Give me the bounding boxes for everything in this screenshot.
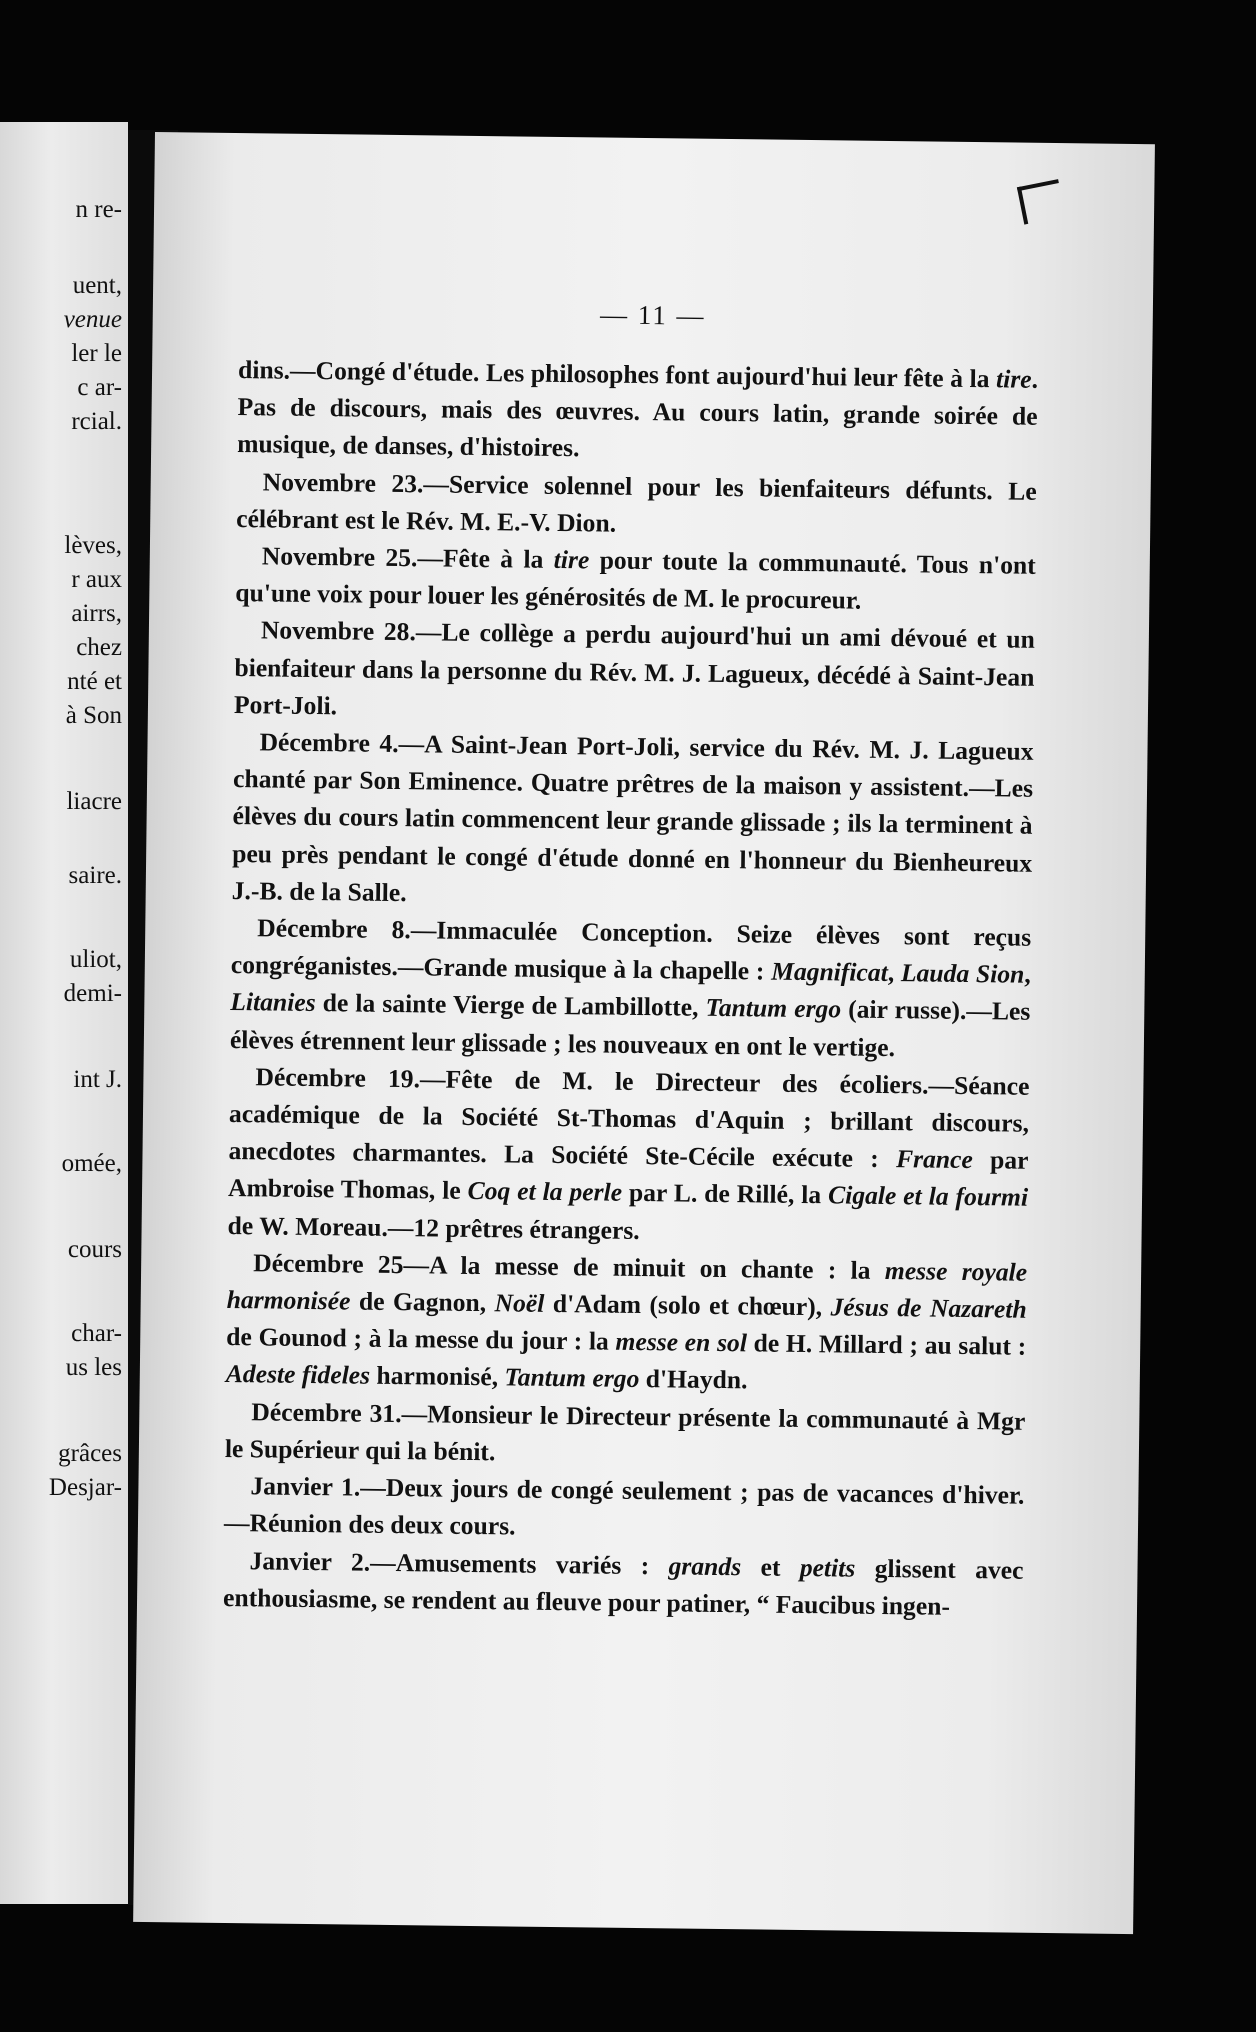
left-page-fragment: à Son xyxy=(65,702,122,729)
left-page-fragment: grâces xyxy=(58,1440,122,1467)
left-page-fragment: uent, xyxy=(72,272,122,299)
left-page-fragment: rcial. xyxy=(71,408,122,435)
left-page-fragment: ler le xyxy=(71,340,122,367)
left-page-fragment: int J. xyxy=(73,1066,122,1093)
paragraph: Janvier 2.—Amusements variés : grands et petits glissent avec enthousiasme, se rendent au fleuve pour patiner, “ Faucibus ingen- xyxy=(222,1545,1024,1621)
left-page-fragment: cours xyxy=(67,1236,122,1263)
paragraph: Décembre 8.—Immaculée Conception. Seize élèves sont reçus congréganistes.—Grande musique à la chapelle : Magnificat, Lauda Sion, Litanies de la sainte Vierge de Lambillotte, Tantum ergo (air russe).—Les élèves étrennent leur glissade ; les nouveaux en ont le vertige. xyxy=(229,913,1032,1062)
left-page-fragment: c ar- xyxy=(77,374,122,401)
paragraph: dins.—Congé d'étude. Les philosophes font aujourd'hui leur fête à la tire. Pas de discours, mais des œuvres. Au cours latin, grande soirée de musique, de danses, d'histoires. xyxy=(237,355,1039,463)
paragraph: Novembre 23.—Service solennel pour les bienfaiteurs défunts. Le célébrant est le Rév. M. E.-V. Dion. xyxy=(236,466,1037,538)
paragraph: Décembre 19.—Fête de M. le Directeur des écoliers.—Séance académique de la Société St-Thomas d'Aquin ; brillant discours, anecdotes charmantes. La Société Ste-Cécile exécute : France par Ambroise Thomas, le Coq et la perle par L. de Rillé, la Cigale et la fourmi de W. Moreau.—12 prêtres étrangers. xyxy=(227,1062,1030,1245)
paragraph: Novembre 28.—Le collège a perdu aujourd'hui un ami dévoué et un bienfaiteur dans la personne du Rév. M. J. Lagueux, décédé à Saint-Jean Port-Joli. xyxy=(233,615,1036,721)
left-page-fragment: saire. xyxy=(68,862,122,889)
left-page-fragment: omée, xyxy=(61,1150,122,1177)
page-text xyxy=(223,351,1038,1626)
left-page-fragment: n re- xyxy=(75,196,122,223)
right-page xyxy=(133,132,1155,1934)
left-page-fragment: nté et xyxy=(67,668,122,695)
paragraph: Décembre 25—A la messe de minuit on chante : la messe royale harmonisée de Gagnon, Noël d'Adam (solo et chœur), Jésus de Nazareth de Gounod ; à la messe du jour : la messe en sol de H. Millard ; au salut : Adeste fideles harmonisé, Tantum ergo d'Haydn. xyxy=(225,1248,1028,1395)
corner-mark-icon xyxy=(1017,179,1066,224)
paragraph: Novembre 25.—Fête à la tire pour toute la communauté. Tous n'ont qu'une voix pour louer les générosités de M. le procureur. xyxy=(235,541,1036,615)
paragraph: Décembre 31.—Monsieur le Directeur présente la communauté à Mgr le Supérieur qui la bénit. xyxy=(224,1396,1026,1467)
left-page-fragment: r aux xyxy=(71,566,122,593)
left-page-fragment: us les xyxy=(65,1354,122,1381)
left-page-fragment: lèves, xyxy=(64,532,122,559)
paragraph: Décembre 4.—A Saint-Jean Port-Joli, service du Rév. M. J. Lagueux chanté par Son Eminence. Quatre prêtres de la maison y assistent.—Les élèves du cours latin commencent leur grande glissade ; ils la terminent à peu près pendant le congé d'étude donné en l'honneur du Bienheureux J.-B. de la Salle. xyxy=(231,727,1034,907)
left-page-fragment: demi- xyxy=(63,980,122,1007)
paragraph: Janvier 1.—Deux jours de congé seulement ; pas de vacances d'hiver.—Réunion des deux cours. xyxy=(223,1471,1025,1541)
left-page-fragment: Desjar- xyxy=(48,1474,122,1501)
left-page-fragment: uliot, xyxy=(69,946,122,973)
left-page-fragment: char- xyxy=(71,1320,122,1347)
left-page-fragment: airrs, xyxy=(71,600,122,627)
left-page-fragment: venue xyxy=(63,306,122,333)
left-page-fragment: chez xyxy=(76,634,122,661)
left-page-edge xyxy=(0,122,128,1904)
left-page-fragment: liacre xyxy=(66,788,122,815)
page-number: — 11 — xyxy=(599,299,706,331)
